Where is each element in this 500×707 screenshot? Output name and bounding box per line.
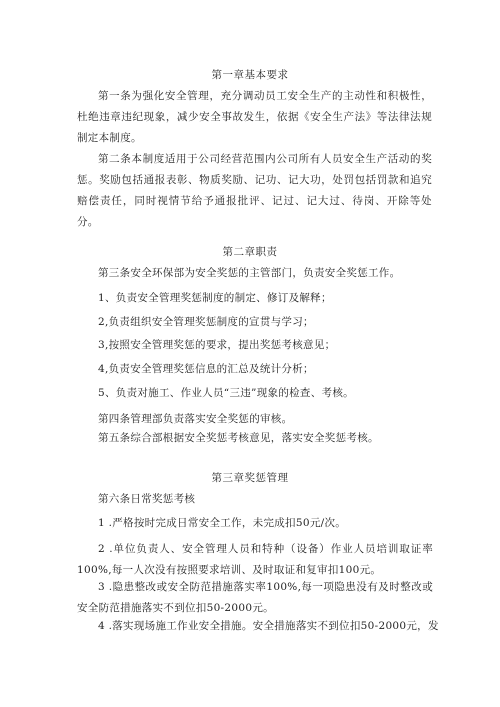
article-6: 第六条日常奖惩考核 bbox=[98, 493, 196, 505]
rule-item-3: 3 .隐患整改或安全防范措施落实率100%,每一项隐患没有及时整改或安全防范措施落实不到位扣50-2000元。 bbox=[77, 581, 433, 614]
article-2: 第二条本制度适用于公司经营范围内公司所有人员安全生产活动的奖惩。奖励包括通报表彰、物质奖励、记功、记大功，处罚包括罚款和追究赔偿责任，同时视情节给予通报批评、记过、记大过、待岗、开除等处分。 bbox=[77, 153, 432, 228]
duty-item-1: 1、负责安全管理奖惩制度的制定、修订及解释； bbox=[98, 292, 332, 304]
duty-item-3: 3,按照安全管理奖惩的要求，提出奖惩考核意见； bbox=[98, 339, 336, 351]
rule-item-1: 1 .严格按时完成日常安全工作，未完成扣50元/次。 bbox=[98, 517, 347, 529]
chapter3-title: 第三章奖惩管理 bbox=[211, 472, 289, 484]
duty-item-2: 2,负责组织安全管理奖惩制度的宣贯与学习； bbox=[98, 316, 314, 328]
duty-item-5: 5、负责对施工、作业人员“三违”现象的检查、考核。 bbox=[98, 387, 354, 399]
article-1: 第一条为强化安全管理，充分调动员工安全生产的主动性和积极性，杜绝违章违纪现象，减少安全事故发生，依据《安全生产法》等法律法规制定本制度。 bbox=[77, 90, 432, 144]
chapter1-title: 第一章基本要求 bbox=[211, 69, 289, 81]
duty-item-4: 4,负责安全管理奖惩信息的汇总及统计分析； bbox=[98, 363, 314, 375]
article-4: 第四条管理部负责落实安全奖惩的审核。 bbox=[98, 413, 293, 425]
rule-item-4: 4 .落实现场施工作业安全措施。安全措施落实不到位扣50-2000元，发 bbox=[98, 620, 439, 632]
rule-item-2: 2 .单位负责人、安全管理人员和特种（设备）作业人员培训取证率100%,每一人次没有按照要求培训、及时取证和复审扣100元。 bbox=[77, 543, 433, 576]
chapter2-title: 第二章职责 bbox=[222, 246, 278, 258]
article-5: 第五条综合部根据安全奖惩考核意见，落实安全奖惩考核。 bbox=[98, 432, 379, 444]
article-3: 第三条安全环保部为安全奖惩的主管部门，负责安全奖惩工作。 bbox=[98, 267, 401, 279]
